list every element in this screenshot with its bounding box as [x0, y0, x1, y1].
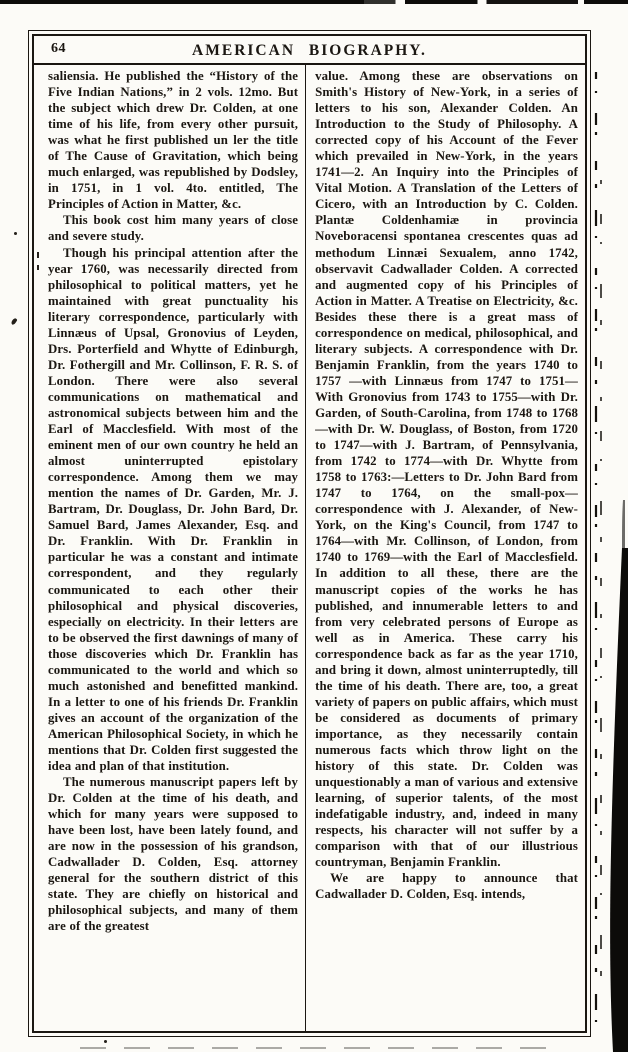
right-column [305, 65, 585, 1031]
text-columns [34, 65, 585, 1031]
scan-speck [10, 317, 17, 325]
paragraph: The numerous manuscript papers left by Dr. Colden at the time of his death, and which for many years were supposed to have been lost, have been lately found, and are now in the possession of his grandson, Cadwallader D. Colden, Esq. attorney general for the southern district of this state. They are chiefly on historical and philosophical subjects, and many of them are of the greatest [48, 775, 299, 934]
left-column [34, 65, 305, 1031]
paragraph: We are happy to announce that Cadwallader D. Colden, Esq. intends, [315, 871, 578, 902]
scan-top-edge-artifact [0, 0, 628, 4]
scan-speck [14, 232, 17, 235]
scan-bottom-streak-artifact [80, 1047, 550, 1049]
paragraph: saliensia. He published the “History of the Five Indian Nations,” in 2 vols. 12mo. But the subject which drew Dr. Colden, at one time of his life, from every other pursuit, was what he first published un ler the title of The Cause of Gravitation, which being much enlarged, was republished by Dodsley, in 1751, in 1 vol. 4to. entitled, The Principles of Action in Matter, &c. [48, 69, 299, 212]
paragraph: Though his principal attention after the year 1760, was necessarily directed from philosophical to political matters, yet he maintained with great punctuality his literary correspondence, particularly with Linnæus of Upsal, Gronovius of Leyden, Drs. Porterfield and Whytte of Edinburgh, Dr. Fothergill and Mr. Collinson, F. R. S. of London. There were also several communications on mathematical and astronomical subjects between him and the Earl of Macclesfield. With most of the eminent men of our own country he held an almost uninterrupted epistolary correspondence. Among them we may mention the names of Dr. Garden, Mr. J. Bartram, Dr. Douglass, Dr. John Bard, Dr. Samuel Bard, James Alexander, Esq. and Dr. Franklin. With Dr. Franklin in particular he was a constant and intimate correspondent, and they regularly communicated to each other their philosophical and physical discoveries, especially on electricity. In their letters are to be observed the first dawnings of many of those discoveries which Dr. Franklin has communicated to the world and which so much astonished and benefitted mankind. In a letter to one of his friends Dr. Franklin gives an account of the organization of the American Philosophical Society, in which he mentions that Dr. Colden first suggested the idea and plan of that institution. [48, 245, 299, 774]
scan-speck [104, 1040, 107, 1043]
page-header [34, 36, 585, 65]
page-number: 64 [51, 41, 66, 56]
paragraph: This book cost him many years of close and severe study. [48, 213, 299, 244]
page-frame-inner [32, 34, 587, 1033]
paragraph: value. Among these are observations on Smith's History of New-York, in a series of letters to his son, Alexander Colden. An Introduction to the Study of Philosophy. A corrected copy of his Account of the Fever which prevailed in New-York, in the years 1741—2. An Inquiry into the Principles of Vital Motion. A Translation of the Letters of Cicero, with an Introduction by C. Colden. Plantæ Coldenhamiæ in provincia Noveboracensi spontanea crescentes quas ad methodum Linnæi Sexualem, anno 1742, observavit Cadwallader Colden. A corrected and augmented copy of his Principles of Action in Matter. A Treatise on Electricity, &c. Besides these there is a great mass of correspondence on medical, philosophical, and literary subjects. A correspondence with Dr. Benjamin Franklin, from the years 1740 to 1757 —with Linnæus from 1747 to 1751—With Gronovius from 1743 to 1755—with Dr. Garden, of South-Carolina, from 1748 to 1768—with Dr. W. Douglass, of Boston, from 1720 to 1747—with J. Bartram, of Pennsylvania, from 1742 to 1774—with Dr. Whytte from 1758 to 1763:—Letters to Dr. John Bard from 1747 to 1764, on the small-pox—correspondence with J. Alexander, of New-York, on the King's Council, from 1747 to 1764—with Mr. Collinson, of London, from 1740 to 1769—with the Earl of Macclesfield. In addition to all these, there are the manuscript copies of the works he has published, and innumerable letters to and from very celebrated persons of Europe as well as in America. These carry his correspondence back as far as the year 1710, and bring it down, almost uninterruptedly, till the time of his death. There are, too, a great variety of papers on public affairs, which must be considered as documents of primary importance, as they necessarily contain numerous facts which throw light on the history of this state. Dr. Colden was unquestionably a man of various and extensive learning, of superior talents, of the most indefatigable industry, and, indeed in many respects, his character will not suffer by a comparison with that of our illustrious countryman, Benjamin Franklin. [315, 69, 578, 870]
page-frame [28, 30, 591, 1037]
running-title: AMERICAN BIOGRAPHY. [192, 41, 427, 59]
